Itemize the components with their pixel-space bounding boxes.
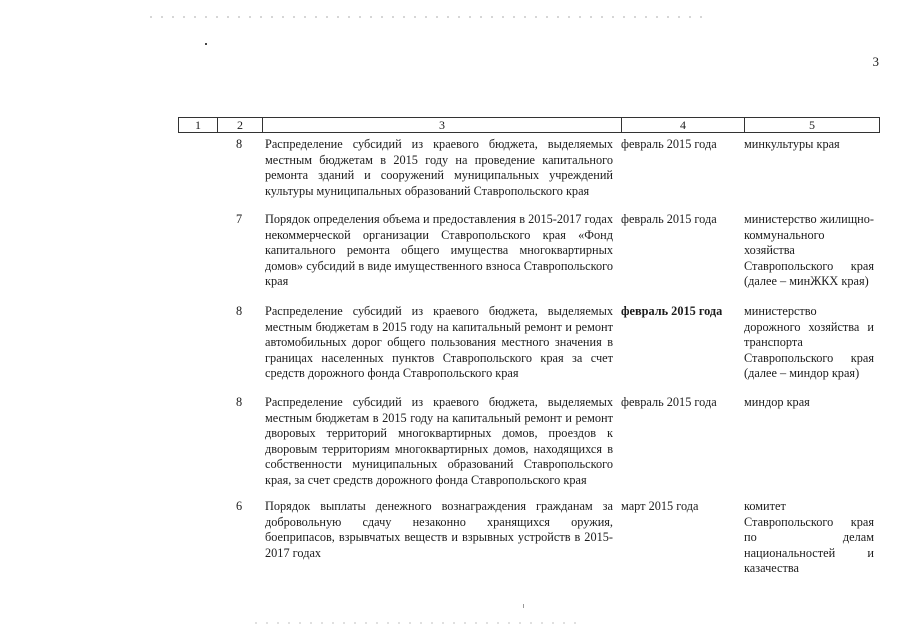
table-column-header <box>178 117 880 133</box>
row-executor: миндор края <box>744 395 810 409</box>
row-number: 8 <box>236 304 243 318</box>
column-header-2: 2 <box>218 118 263 132</box>
row-number: 8 <box>236 137 243 151</box>
row-description: Распределение субсидий из краевого бюджета, выделяемых местным бюджетам в 2015 году на проведение капитального ремонта зданий и сооружений муниципальных учреждений культуры муниципальных образований Ставропольского края <box>265 137 613 198</box>
column-header-5: 5 <box>809 118 815 132</box>
row-deadline: февраль 2015 года <box>621 137 717 151</box>
scan-speck <box>205 43 207 45</box>
row-description: Порядок выплаты денежного вознаграждения гражданам за добровольную сдачу незаконно хранящихся оружия, боеприпасов, взрывчатых веществ и взрывных устройств в 2015-2017 годах <box>265 499 613 560</box>
row-number: 6 <box>236 499 243 513</box>
column-header-4: 4 <box>622 118 745 132</box>
scan-speck <box>523 604 524 608</box>
page-number: 3 <box>872 54 879 69</box>
row-deadline: февраль 2015 года <box>621 212 717 226</box>
row-description: Распределение субсидий из краевого бюджета, выделяемых местным бюджетам в 2015 году на капитальный ремонт и ремонт автомобильных дорог общего пользования местного значения в границах населенных пунктов Ставропольского края за счет средств дорожного фонда Ставропольского края <box>265 304 613 381</box>
row-description: Порядок определения объема и предоставления в 2015-2017 годах некоммерческой организации Ставропольского края «Фонд капитального ремонта общего имущества многоквартирных домов» субсидий в виде имущественного взноса Ставропольского края <box>265 212 613 289</box>
column-header-1: 1 <box>179 118 218 132</box>
scan-noise-top <box>150 16 710 18</box>
row-deadline: март 2015 года <box>621 499 699 513</box>
row-number: 8 <box>236 395 243 409</box>
row-deadline: февраль 2015 года <box>621 304 723 318</box>
row-number: 7 <box>236 212 243 226</box>
row-executor: министерство жилищно-коммунального хозяйства Ставропольского края (далее – минЖКХ края) <box>744 212 874 289</box>
scan-noise-bottom <box>255 622 585 624</box>
row-executor: комитет Ставропольского края по делам национальностей и казачества <box>744 499 874 576</box>
row-executor: министерство дорожного хозяйства и транспорта Ставропольского края (далее – миндор края) <box>744 304 874 381</box>
row-deadline: февраль 2015 года <box>621 395 717 409</box>
row-executor: минкультуры края <box>744 137 840 151</box>
row-description: Распределение субсидий из краевого бюджета, выделяемых местным бюджетам в 2015 году на капитальный ремонт и ремонт дворовых территорий многоквартирных домов, проездов к дворовым территориям многоквартирных домов, находящихся в собственности муниципальных образований Ставропольского края, за счет средств дорожного фонда Ставропольского края <box>265 395 613 487</box>
column-header-3: 3 <box>263 118 622 132</box>
